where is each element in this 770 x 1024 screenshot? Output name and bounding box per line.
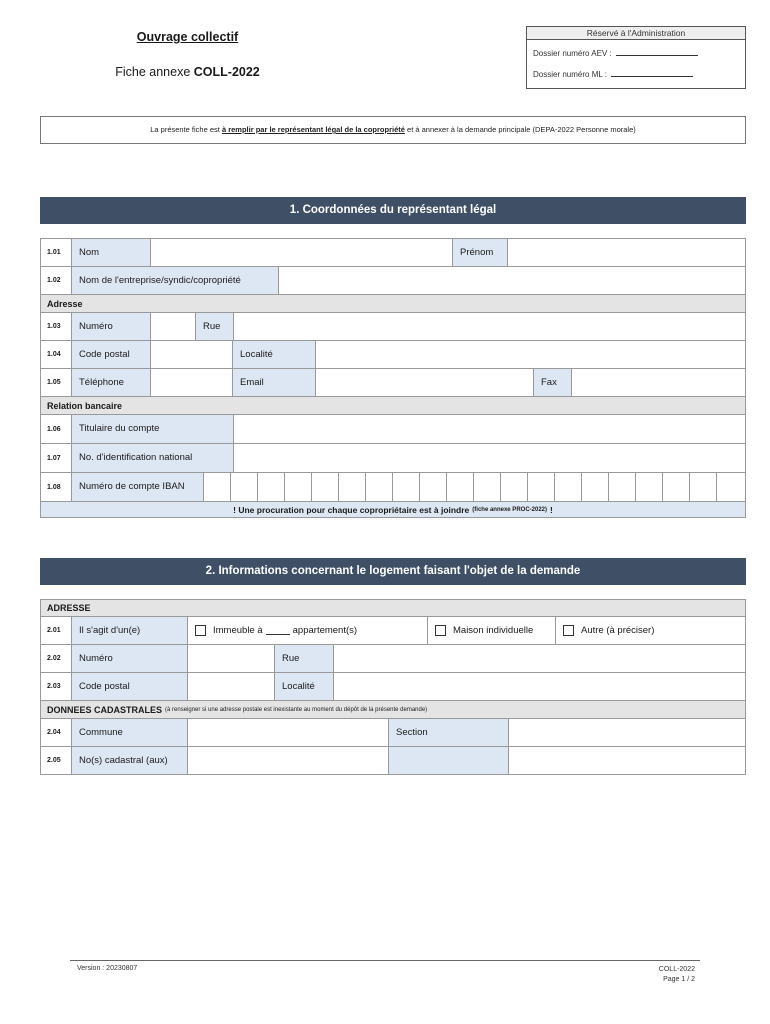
maison-label: Maison individuelle xyxy=(453,624,534,636)
row-1-01 xyxy=(40,238,746,266)
row-2-03 xyxy=(40,672,746,700)
row-2-02 xyxy=(40,644,746,672)
row-1-02 xyxy=(40,266,746,294)
email-input[interactable] xyxy=(316,369,534,396)
cadastral-subheading xyxy=(40,700,746,718)
iban-box[interactable] xyxy=(204,473,231,501)
row-2-01 xyxy=(40,616,746,644)
iban-box[interactable] xyxy=(690,473,717,501)
row-number: 1.08 xyxy=(41,473,72,501)
admin-aev-field[interactable] xyxy=(616,49,698,56)
row-number: 1.05 xyxy=(41,369,72,396)
footer-page-number: Page 1 / 2 xyxy=(663,976,695,983)
section1-banner: 1. Coordonnées du représentant légal xyxy=(40,197,746,224)
option-maison[interactable] xyxy=(428,617,556,644)
form-title: Ouvrage collectif xyxy=(136,30,239,44)
rue2-label: Rue xyxy=(275,645,334,672)
admin-ml-field[interactable] xyxy=(611,70,693,77)
row-number: 1.01 xyxy=(41,239,72,266)
iban-box[interactable] xyxy=(609,473,636,501)
row-2-04 xyxy=(40,718,746,746)
cadastral-number-label: No(s) cadastral (aux) xyxy=(72,747,188,774)
localite-input[interactable] xyxy=(316,341,745,368)
iban-box[interactable] xyxy=(582,473,609,501)
row-1-04 xyxy=(40,340,746,368)
intro-pre: La présente fiche est xyxy=(150,125,222,134)
iban-box[interactable] xyxy=(258,473,285,501)
row-number: 2.02 xyxy=(41,645,72,672)
fax-label: Fax xyxy=(534,369,572,396)
row-number: 2.05 xyxy=(41,747,72,774)
row-number: 1.07 xyxy=(41,444,72,472)
row-number: 2.03 xyxy=(41,673,72,700)
row-number: 1.06 xyxy=(41,415,72,443)
entreprise-label: Nom de l'entreprise/syndic/copropriété xyxy=(72,267,279,294)
option-immeuble[interactable] xyxy=(188,617,428,644)
rue-label: Rue xyxy=(196,313,234,340)
iban-box[interactable] xyxy=(366,473,393,501)
rue2-input[interactable] xyxy=(334,645,745,672)
admin-heading: Réservé à l'Administration xyxy=(527,27,745,40)
numero2-label: Numéro xyxy=(72,645,188,672)
telephone-input[interactable] xyxy=(151,369,233,396)
footer-page-info xyxy=(640,965,695,985)
row-number: 1.02 xyxy=(41,267,72,294)
notice-main: ! Une procuration pour chaque copropriétaire est à joindre xyxy=(233,504,470,515)
numero-input[interactable] xyxy=(151,313,196,340)
iban-box[interactable] xyxy=(717,473,745,501)
numero-label: Numéro xyxy=(72,313,151,340)
relation-bancaire-subheading: Relation bancaire xyxy=(40,396,746,414)
row-1-07 xyxy=(40,443,746,472)
entreprise-input[interactable] xyxy=(279,267,745,294)
cadastral-extra-input[interactable] xyxy=(509,747,745,774)
procuration-notice xyxy=(40,501,746,518)
intro-notice xyxy=(40,116,746,144)
code-postal2-input[interactable] xyxy=(188,673,275,700)
nom-input[interactable] xyxy=(151,239,453,266)
immeuble-checkbox[interactable] xyxy=(195,625,206,636)
cadastral-heading-text: DONNEES CADASTRALES xyxy=(47,704,163,715)
notice-small: (fiche annexe PROC-2022) xyxy=(472,506,547,513)
iban-label: Numéro de compte IBAN xyxy=(72,473,204,501)
type-logement-label: Il s'agit d'un(e) xyxy=(72,617,188,644)
subtitle-prefix: Fiche annexe xyxy=(115,65,194,79)
row-number: 2.04 xyxy=(41,719,72,746)
option-autre[interactable] xyxy=(556,617,745,644)
intro-emphasis: à remplir par le représentant légal de la copropriété xyxy=(221,125,405,134)
row-number: 1.03 xyxy=(41,313,72,340)
localite2-input[interactable] xyxy=(334,673,745,700)
iban-box[interactable] xyxy=(420,473,447,501)
appartements-count-field[interactable] xyxy=(266,627,290,635)
admin-aev-label: Dossier numéro AEV : xyxy=(533,49,612,58)
section-label: Section xyxy=(389,719,509,746)
iban-box[interactable] xyxy=(555,473,582,501)
code-postal-input[interactable] xyxy=(151,341,233,368)
cadastral-note: (à renseigner si une adresse postale est inexistante au moment du dépôt de la présente demande) xyxy=(165,706,428,713)
adresse2-subheading: ADRESSE xyxy=(40,599,746,616)
section-input[interactable] xyxy=(509,719,745,746)
localite2-label: Localité xyxy=(275,673,334,700)
titulaire-label: Titulaire du compte xyxy=(72,415,234,443)
notice-end: ! xyxy=(550,504,553,515)
iban-box[interactable] xyxy=(393,473,420,501)
row-1-06 xyxy=(40,414,746,443)
email-label: Email xyxy=(233,369,316,396)
immeuble-label: Immeuble à xyxy=(213,624,263,636)
rue-input[interactable] xyxy=(234,313,745,340)
form-code: COLL-2022 xyxy=(193,65,260,79)
admin-box xyxy=(526,26,746,89)
row-1-08 xyxy=(40,472,746,501)
localite-label: Localité xyxy=(233,341,316,368)
iban-box[interactable] xyxy=(528,473,555,501)
iban-box[interactable] xyxy=(231,473,258,501)
titulaire-input[interactable] xyxy=(234,415,745,443)
maison-checkbox[interactable] xyxy=(435,625,446,636)
row-number: 1.04 xyxy=(41,341,72,368)
nom-label: Nom xyxy=(72,239,151,266)
code-postal2-label: Code postal xyxy=(72,673,188,700)
iban-box[interactable] xyxy=(501,473,528,501)
admin-ml-line xyxy=(533,70,693,79)
prenom-label: Prénom xyxy=(453,239,508,266)
iban-box[interactable] xyxy=(312,473,339,501)
numero2-input[interactable] xyxy=(188,645,275,672)
row-1-03 xyxy=(40,312,746,340)
intro-post: et à annexer à la demande principale (DEPA-2022 Personne morale) xyxy=(404,125,636,134)
row-1-05 xyxy=(40,368,746,396)
form-subtitle xyxy=(90,65,285,79)
iban-box[interactable] xyxy=(339,473,366,501)
iban-box[interactable] xyxy=(636,473,663,501)
adresse-subheading: Adresse xyxy=(40,294,746,312)
iban-box[interactable] xyxy=(285,473,312,501)
commune-input[interactable] xyxy=(188,719,389,746)
section2-banner: 2. Informations concernant le logement faisant l'objet de la demande xyxy=(40,558,746,585)
footer-version: Version : 20230807 xyxy=(77,965,138,972)
footer-code: COLL-2022 xyxy=(658,966,695,973)
autre-checkbox[interactable] xyxy=(563,625,574,636)
autre-label: Autre (à préciser) xyxy=(581,624,655,636)
telephone-label: Téléphone xyxy=(72,369,151,396)
prenom-input[interactable] xyxy=(508,239,745,266)
footer-divider xyxy=(70,960,700,961)
code-postal-label: Code postal xyxy=(72,341,151,368)
row-number: 2.01 xyxy=(41,617,72,644)
cadastral-number-input[interactable] xyxy=(188,747,389,774)
appartements-label: appartement(s) xyxy=(292,624,358,636)
iban-box[interactable] xyxy=(447,473,474,501)
admin-ml-label: Dossier numéro ML : xyxy=(533,70,607,79)
row-2-05 xyxy=(40,746,746,775)
commune-label: Commune xyxy=(72,719,188,746)
admin-aev-line xyxy=(533,49,698,58)
identification-input[interactable] xyxy=(234,444,745,472)
iban-box[interactable] xyxy=(474,473,501,501)
fax-input[interactable] xyxy=(572,369,745,396)
iban-box[interactable] xyxy=(663,473,690,501)
identification-label: No. d'identification national xyxy=(72,444,234,472)
cadastral-blank-cell xyxy=(389,747,509,774)
